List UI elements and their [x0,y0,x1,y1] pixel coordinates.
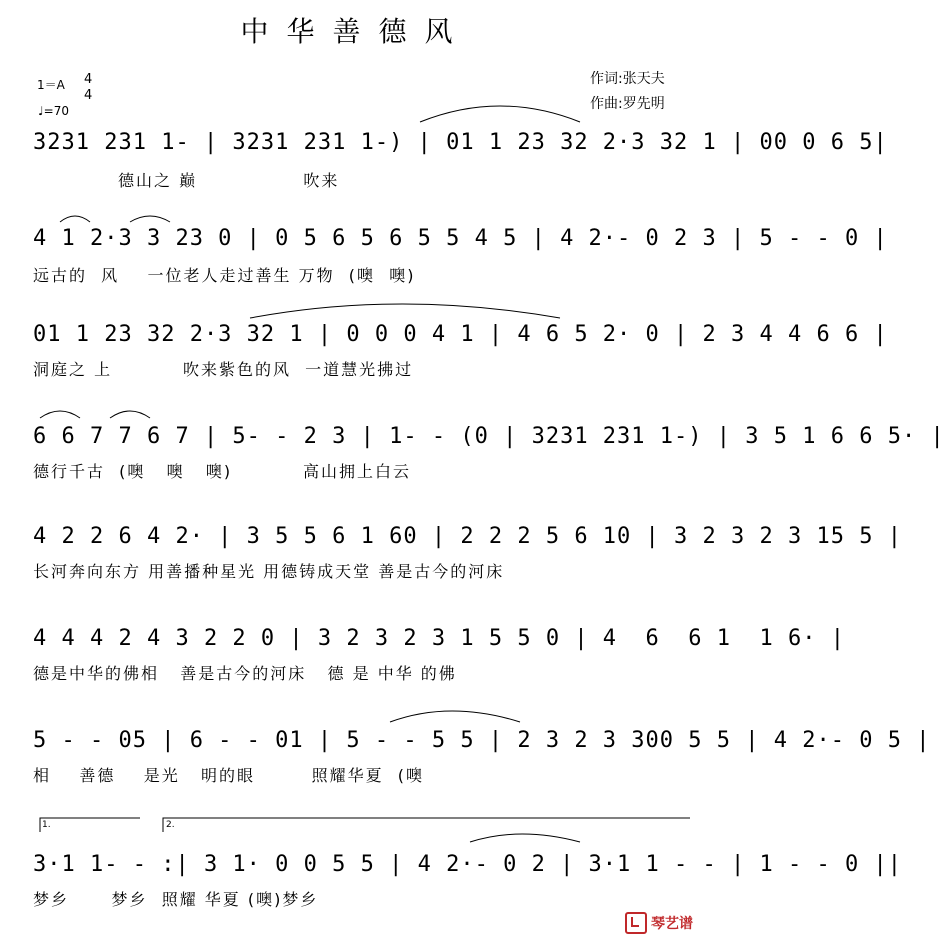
notation-line-8: 3·1 1- - :| 3 1· 0 0 5 5 | 4 2·- 0 2 | 3·1 1 - - | 1 - - 0 || [33,852,902,877]
quarter-note-icon: ♩ [38,104,44,118]
tempo-value: =70 [43,104,69,118]
lyric-line-7: 相 善德 是光 明的眼 照耀华夏 (噢 [33,766,425,785]
slur-mark [420,106,580,122]
lyric-line-6: 德是中华的佛相 善是古今的河床 德 是 中华 的佛 [33,664,457,683]
slur-mark [110,411,150,418]
first-ending-label: 1. [42,820,51,830]
composer-credit: 作曲:罗先明 [590,96,665,112]
slur-mark [250,304,560,318]
notation-line-1: 3231 231 1- | 3231 231 1-) | 01 1 23 32 2·3 32 1 | 00 0 6 5| [33,130,888,155]
time-signature-top: 4 [84,72,93,87]
lyric-line-8: 梦乡 梦乡 照耀 华夏 (噢)梦乡 [33,890,319,909]
notation-line-2: 4 1 2·3 3 23 0 | 0 5 6 5 6 5 5 4 5 | 4 2·- 0 2 3 | 5 - - 0 | [33,226,888,251]
time-signature-bottom: 4 [84,88,93,103]
slur-mark [40,411,80,418]
slur-mark [390,711,520,722]
notation-line-5: 4 2 2 6 4 2· | 3 5 5 6 1 60 | 2 2 2 5 6 10 | 3 2 3 2 3 15 5 | [33,524,902,549]
lyric-line-2: 远古的 风 一位老人走过善生 万物 (噢 噢) [33,266,416,285]
lyric-line-1: 德山之 巅 吹来 [33,171,340,190]
notation-line-6: 4 4 4 2 4 3 2 2 0 | 3 2 3 2 3 1 5 5 0 | 4 6 6 1 1 6· | [33,626,845,651]
watermark-logo [625,912,693,934]
key-signature: 1＝A [37,78,65,92]
lyricist-credit: 作词:张天夫 [590,71,665,87]
notation-line-3: 01 1 23 32 2·3 32 1 | 0 0 0 4 1 | 4 6 5 2· 0 | 2 3 4 4 6 6 | [33,322,888,347]
slur-mark [130,216,170,222]
first-volta-bracket [40,818,140,832]
notation-line-4: 6 6 7 7 6 7 | 5- - 2 3 | 1- - (0 | 3231 231 1-) | 3 5 1 6 6 5· | [33,424,945,449]
second-ending-label: 2. [166,820,175,830]
lyric-line-4: 德行千古 (噢 噢 噢) 高山拥上白云 [33,462,412,481]
song-title: 中华善德风 [240,15,471,48]
lyric-line-3: 洞庭之 上 吹来紫色的风 一道慧光拂过 [33,360,414,379]
slur-mark [60,216,90,222]
watermark-text: 琴艺谱 [651,916,693,932]
slur-mark [470,834,580,842]
lyric-line-5: 长河奔向东方 用善播种星光 用德铸成天堂 善是古今的河床 [33,562,505,581]
logo-icon [625,912,647,934]
second-volta-bracket [163,818,690,832]
notation-line-7: 5 - - 05 | 6 - - 01 | 5 - - 5 5 | 2 3 2 3 300 5 5 | 4 2·- 0 5 | [33,728,931,753]
